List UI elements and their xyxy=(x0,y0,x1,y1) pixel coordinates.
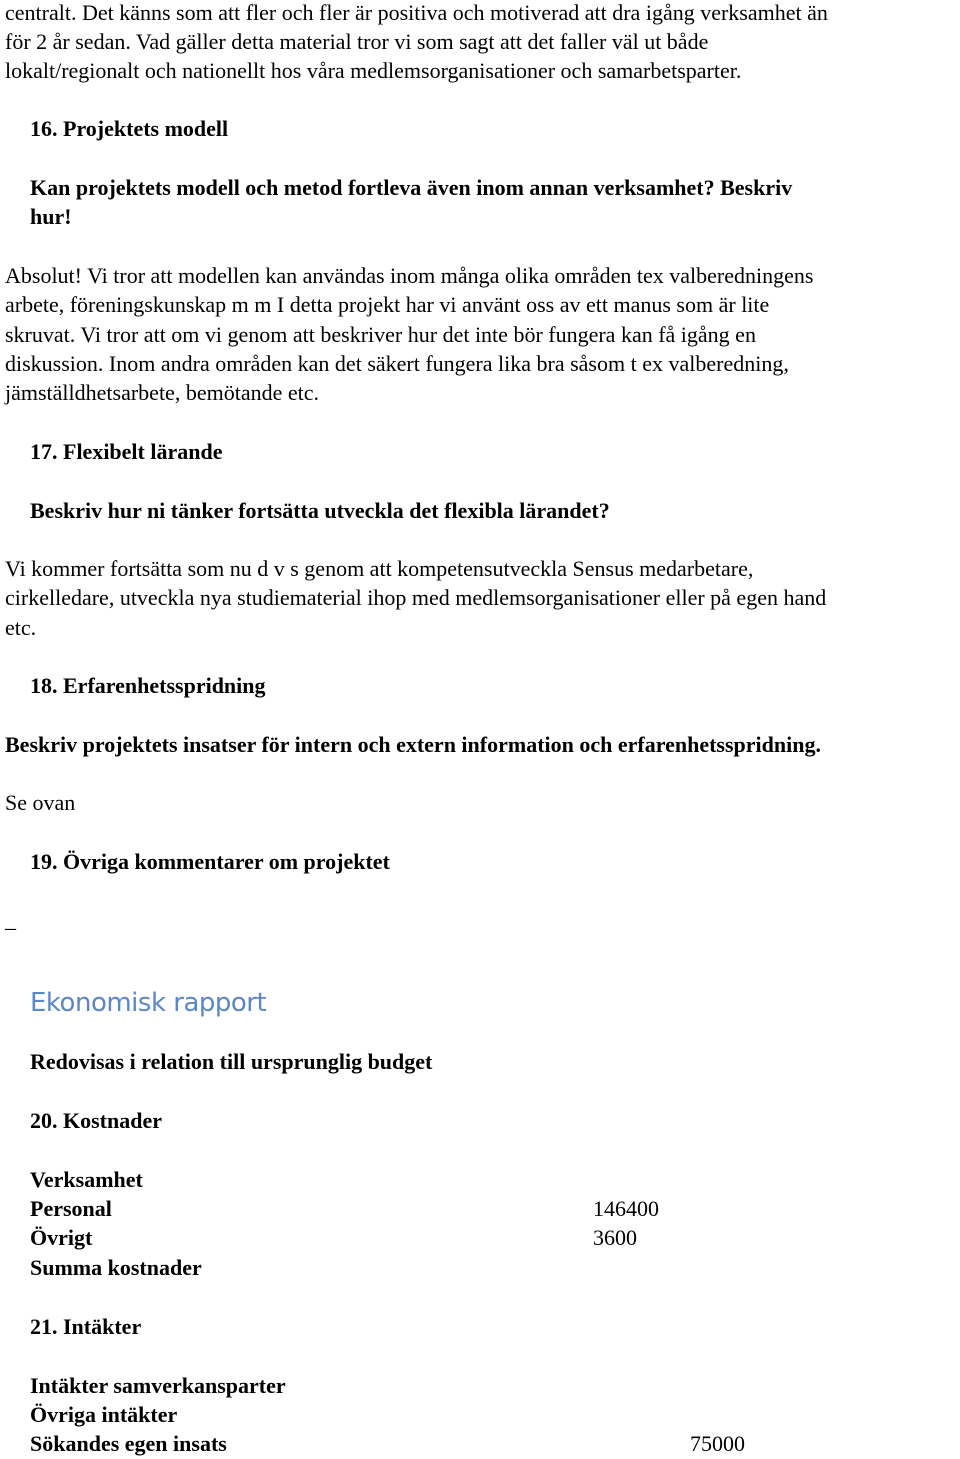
economy-subtitle: Redovisas i relation till ursprunglig budget xyxy=(30,1049,433,1074)
section-19-heading: 19. Övriga kommentarer om projektet xyxy=(30,849,390,874)
income-row-label: Sökandes egen insats xyxy=(30,1431,227,1456)
section-17-answer-line: cirkelledare, utveckla nya studiematerial ihop med medlemsorganisationer eller på egen hand xyxy=(5,585,827,610)
section-19-answer: _ xyxy=(5,907,16,932)
section-17-question: Beskriv hur ni tänker fortsätta utveckla det flexibla lärandet? xyxy=(30,498,610,523)
cost-row-value: 3600 xyxy=(593,1225,637,1250)
cost-group-label: Verksamhet xyxy=(30,1167,143,1192)
intro-line: centralt. Det känns som att fler och fler är positiva och motiverad att dra igång verksamhet än xyxy=(5,0,828,25)
section-18-question: Beskriv projektets insatser för intern och extern information och erfarenhetsspridning. xyxy=(5,732,821,757)
section-18-answer: Se ovan xyxy=(5,790,76,815)
section-21-heading: 21. Intäkter xyxy=(30,1314,142,1339)
cost-row-label: Personal xyxy=(30,1196,112,1221)
income-row-label: Intäkter samverkansparter xyxy=(30,1373,286,1398)
section-16-answer-line: skruvat. Vi tror att om vi genom att beskriver hur det inte bör fungera kan få igång en xyxy=(5,322,756,347)
section-16-answer-line: jämställdhetsarbete, bemötande etc. xyxy=(5,380,319,405)
cost-row-label: Övrigt xyxy=(30,1225,93,1250)
section-16-question: hur! xyxy=(30,204,72,229)
income-row-label: Övriga intäkter xyxy=(30,1402,178,1427)
section-16-question: Kan projektets modell och metod fortleva även inom annan verksamhet? Beskriv xyxy=(30,175,793,200)
economy-title: Ekonomisk rapport xyxy=(30,988,267,1018)
section-18-heading: 18. Erfarenhetsspridning xyxy=(30,673,266,698)
cost-row-label: Summa kostnader xyxy=(30,1255,202,1280)
intro-line: lokalt/regionalt och nationellt hos våra medlemsorganisationer och samarbetsparter. xyxy=(5,58,742,83)
section-16-heading: 16. Projektets modell xyxy=(30,116,229,141)
section-17-heading: 17. Flexibelt lärande xyxy=(30,439,223,464)
section-17-answer-line: etc. xyxy=(5,615,37,640)
cost-row-value: 146400 xyxy=(593,1196,659,1221)
section-16-answer-line: arbete, föreningskunskap m m I detta projekt har vi använt oss av ett manus som är lite xyxy=(5,292,770,317)
income-row-value: 75000 xyxy=(690,1431,745,1456)
section-20-heading: 20. Kostnader xyxy=(30,1108,162,1133)
section-16-answer-line: diskussion. Inom andra områden kan det säkert fungera lika bra såsom t ex valberedning, xyxy=(5,351,789,376)
intro-line: för 2 år sedan. Vad gäller detta material tror vi som sagt att det faller väl ut både xyxy=(5,29,709,54)
section-16-answer-line: Absolut! Vi tror att modellen kan användas inom många olika områden tex valberedningens xyxy=(5,263,814,288)
section-17-answer-line: Vi kommer fortsätta som nu d v s genom att kompetensutveckla Sensus medarbetare, xyxy=(5,556,754,581)
